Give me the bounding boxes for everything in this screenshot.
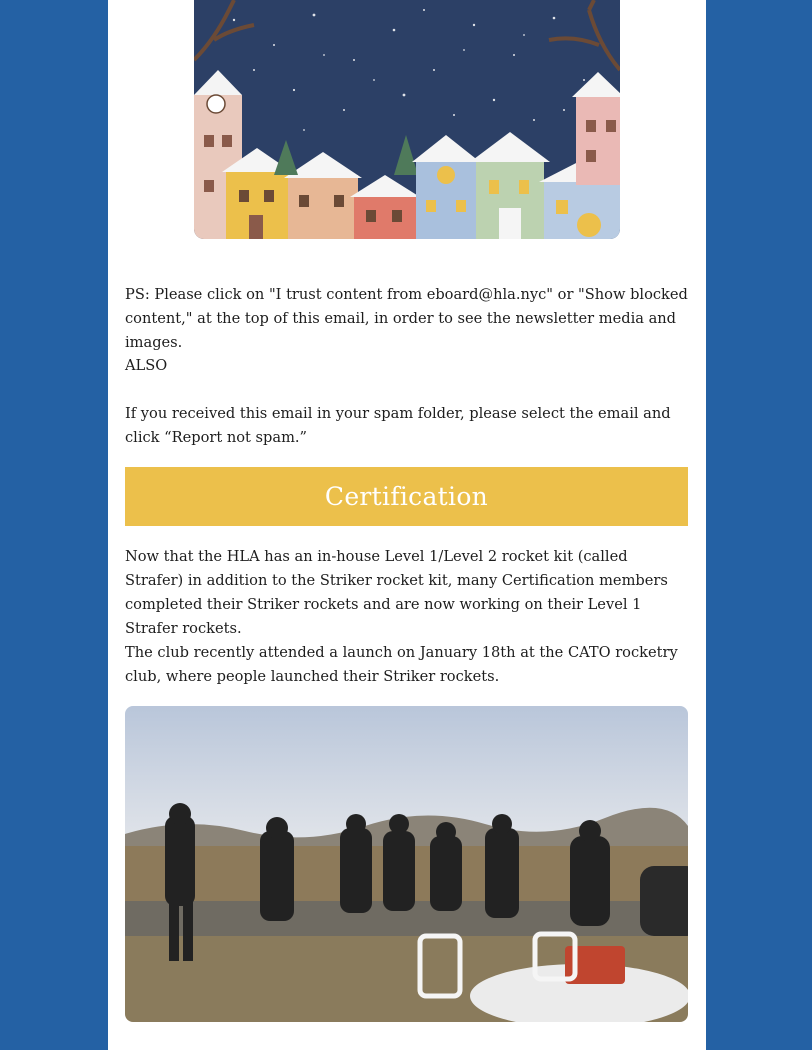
section-title: Certification	[324, 482, 489, 511]
spam-note: If you received this email in your spam folder, please select the email and click “Report not spam.”	[125, 405, 671, 446]
newsletter-body	[108, 0, 706, 1050]
certification-paragraph-1: Now that the HLA has an in-house Level 1/Level 2 rocket kit (called Strafer) in addition to the Striker rocket kit, many Certification members completed their Striker rockets and are now working on their Level 1 Strafer rockets.	[125, 548, 668, 637]
section-banner	[125, 467, 688, 526]
also-label: ALSO	[125, 357, 168, 374]
certification-paragraph-2: The club recently attended a launch on January 18th at the CATO rocketry club, where people launched their Striker rockets.	[125, 644, 678, 685]
group-photo	[125, 706, 688, 1022]
ps-note: PS: Please click on "I trust content from eboard@hla.nyc" or "Show blocked content," at the top of this email, in order to see the newsletter media and images.	[125, 286, 688, 351]
winter-village-image	[194, 0, 620, 239]
